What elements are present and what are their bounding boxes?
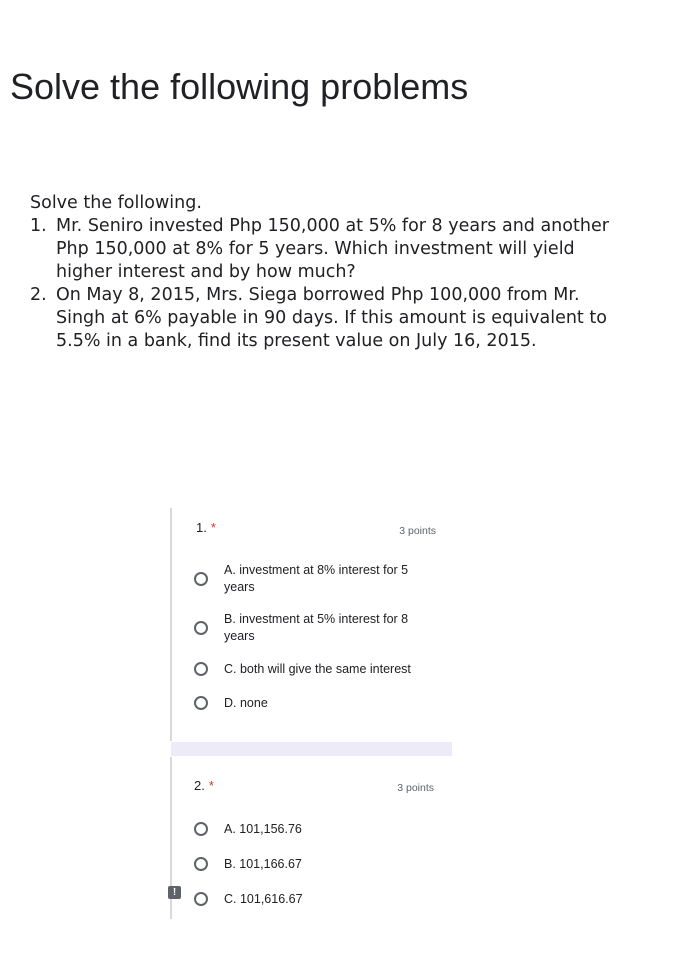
option-label-line: years [224, 629, 255, 643]
option-label [224, 611, 434, 645]
option-label-line: A. investment at 8% interest for 5 [224, 563, 409, 577]
problem-line: On May 8, 2015, Mrs. Siega borrowed Php 100,000 from Mr. [56, 285, 580, 305]
option-label [224, 562, 434, 596]
problem-line: Singh at 6% payable in 90 days. If this amount is equivalent to [56, 308, 607, 328]
question-header [196, 520, 216, 535]
problems-block [30, 192, 680, 353]
radio-button[interactable] [194, 621, 208, 635]
radio-button[interactable] [194, 857, 208, 871]
problem-line: Mr. Seniro invested Php 150,000 at 5% for 8 years and another [56, 216, 609, 236]
question-points: 3 points [399, 525, 436, 537]
problem-line: 5.5% in a bank, find its present value on July 16, 2015. [56, 331, 537, 351]
option-label: A. 101,156.76 [224, 822, 302, 836]
question-number: 2. [194, 778, 205, 793]
option-label: C. 101,616.67 [224, 892, 303, 906]
required-mark: * [210, 520, 216, 535]
problems-list [30, 215, 680, 353]
option-label [224, 695, 434, 712]
radio-button[interactable] [194, 662, 208, 676]
option-label-line: C. both will give the same interest [224, 662, 411, 676]
problem-line: higher interest and by how much? [56, 262, 356, 282]
question-points: 3 points [397, 782, 434, 794]
option-label [224, 661, 434, 678]
radio-button[interactable] [194, 696, 208, 710]
problems-intro: Solve the following. [30, 193, 202, 213]
radio-button[interactable] [194, 822, 208, 836]
option-label-line: B. investment at 5% interest for 8 [224, 612, 409, 626]
option-label-line: D. none [224, 696, 268, 710]
question-card-2 [170, 757, 454, 919]
page-title: Solve the following problems [10, 66, 469, 107]
problem-number: 2. [30, 285, 47, 305]
radio-button[interactable] [194, 892, 208, 906]
required-mark: * [208, 778, 214, 793]
question-card-1 [170, 508, 454, 741]
question-number: 1. [196, 520, 207, 535]
problem-2 [30, 284, 680, 353]
option-label: B. 101,166.67 [224, 857, 302, 871]
radio-button[interactable] [194, 572, 208, 586]
problem-1 [30, 215, 680, 284]
alert-icon[interactable]: ! [168, 886, 181, 899]
option-label-line: years [224, 580, 255, 594]
section-divider [171, 742, 452, 756]
problem-line: Php 150,000 at 8% for 5 years. Which investment will yield [56, 239, 575, 259]
problem-number: 1. [30, 216, 47, 236]
question-header [194, 778, 214, 793]
